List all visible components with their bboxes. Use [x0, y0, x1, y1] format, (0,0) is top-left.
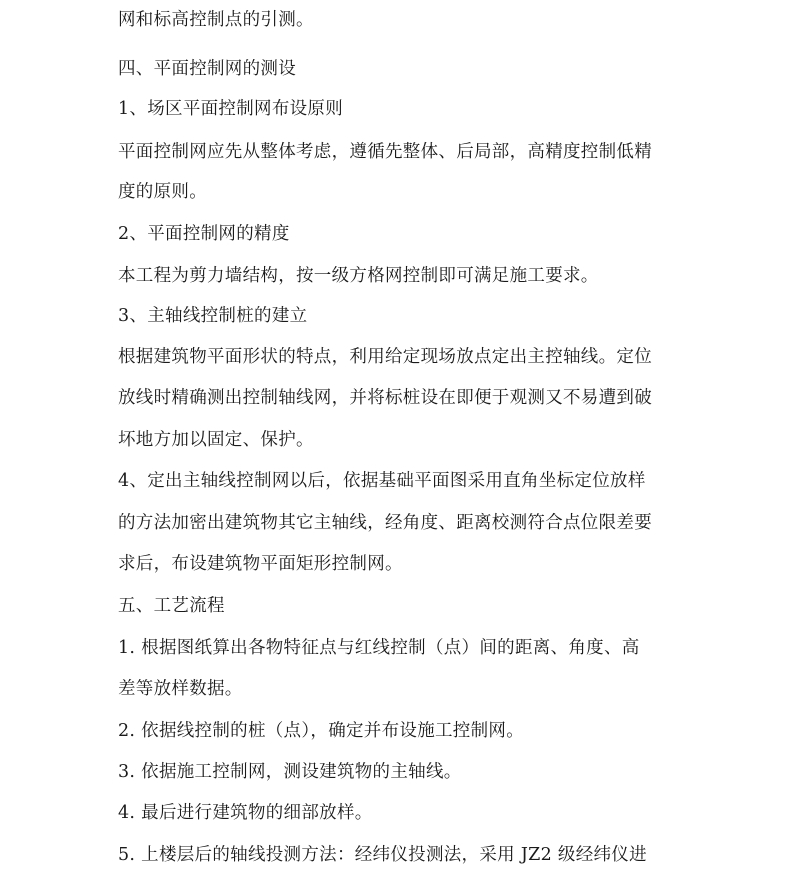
- text-line: 度的原则。: [118, 182, 207, 202]
- text-line: 差等放样数据。: [118, 679, 243, 699]
- text-line: 求后，布设建筑物平面矩形控制网。: [118, 554, 403, 574]
- text-line: 4、定出主轴线控制网以后，依据基础平面图采用直角坐标定位放样: [118, 471, 646, 491]
- section-heading: 四、平面控制网的测设: [118, 59, 296, 79]
- text-line: 坏地方加以固定、保护。: [118, 430, 314, 450]
- list-item: 5. 上楼层后的轴线投测方法：经纬仪投测法，采用 JZ2 级经纬仪进: [118, 845, 647, 865]
- list-item: 3. 依据施工控制网，测设建筑物的主轴线。: [118, 762, 462, 782]
- text-line: 平面控制网应先从整体考虑，遵循先整体、后局部，高精度控制低精: [118, 142, 652, 162]
- text-line: 本工程为剪力墙结构，按一级方格网控制即可满足施工要求。: [118, 266, 599, 286]
- list-item: 4. 最后进行建筑物的细部放样。: [118, 803, 373, 823]
- text-line: 根据建筑物平面形状的特点，利用给定现场放点定出主控轴线。定位: [118, 347, 652, 367]
- subsection-heading: 2、平面控制网的精度: [118, 224, 290, 244]
- section-heading: 五、工艺流程: [118, 596, 225, 616]
- text-line: 网和标高控制点的引测。: [118, 10, 314, 30]
- subsection-heading: 1、场区平面控制网布设原则: [118, 99, 344, 119]
- text-line: 放线时精确测出控制轴线网，并将标桩设在即便于观测又不易遭到破: [118, 388, 652, 408]
- text-line: 的方法加密出建筑物其它主轴线，经角度、距离校测符合点位限差要: [118, 513, 652, 533]
- subsection-heading: 3、主轴线控制桩的建立: [118, 306, 308, 326]
- list-item: 2. 依据线控制的桩（点），确定并布设施工控制网。: [118, 721, 525, 741]
- list-item: 1. 根据图纸算出各物特征点与红线控制（点）间的距离、角度、高: [118, 638, 640, 658]
